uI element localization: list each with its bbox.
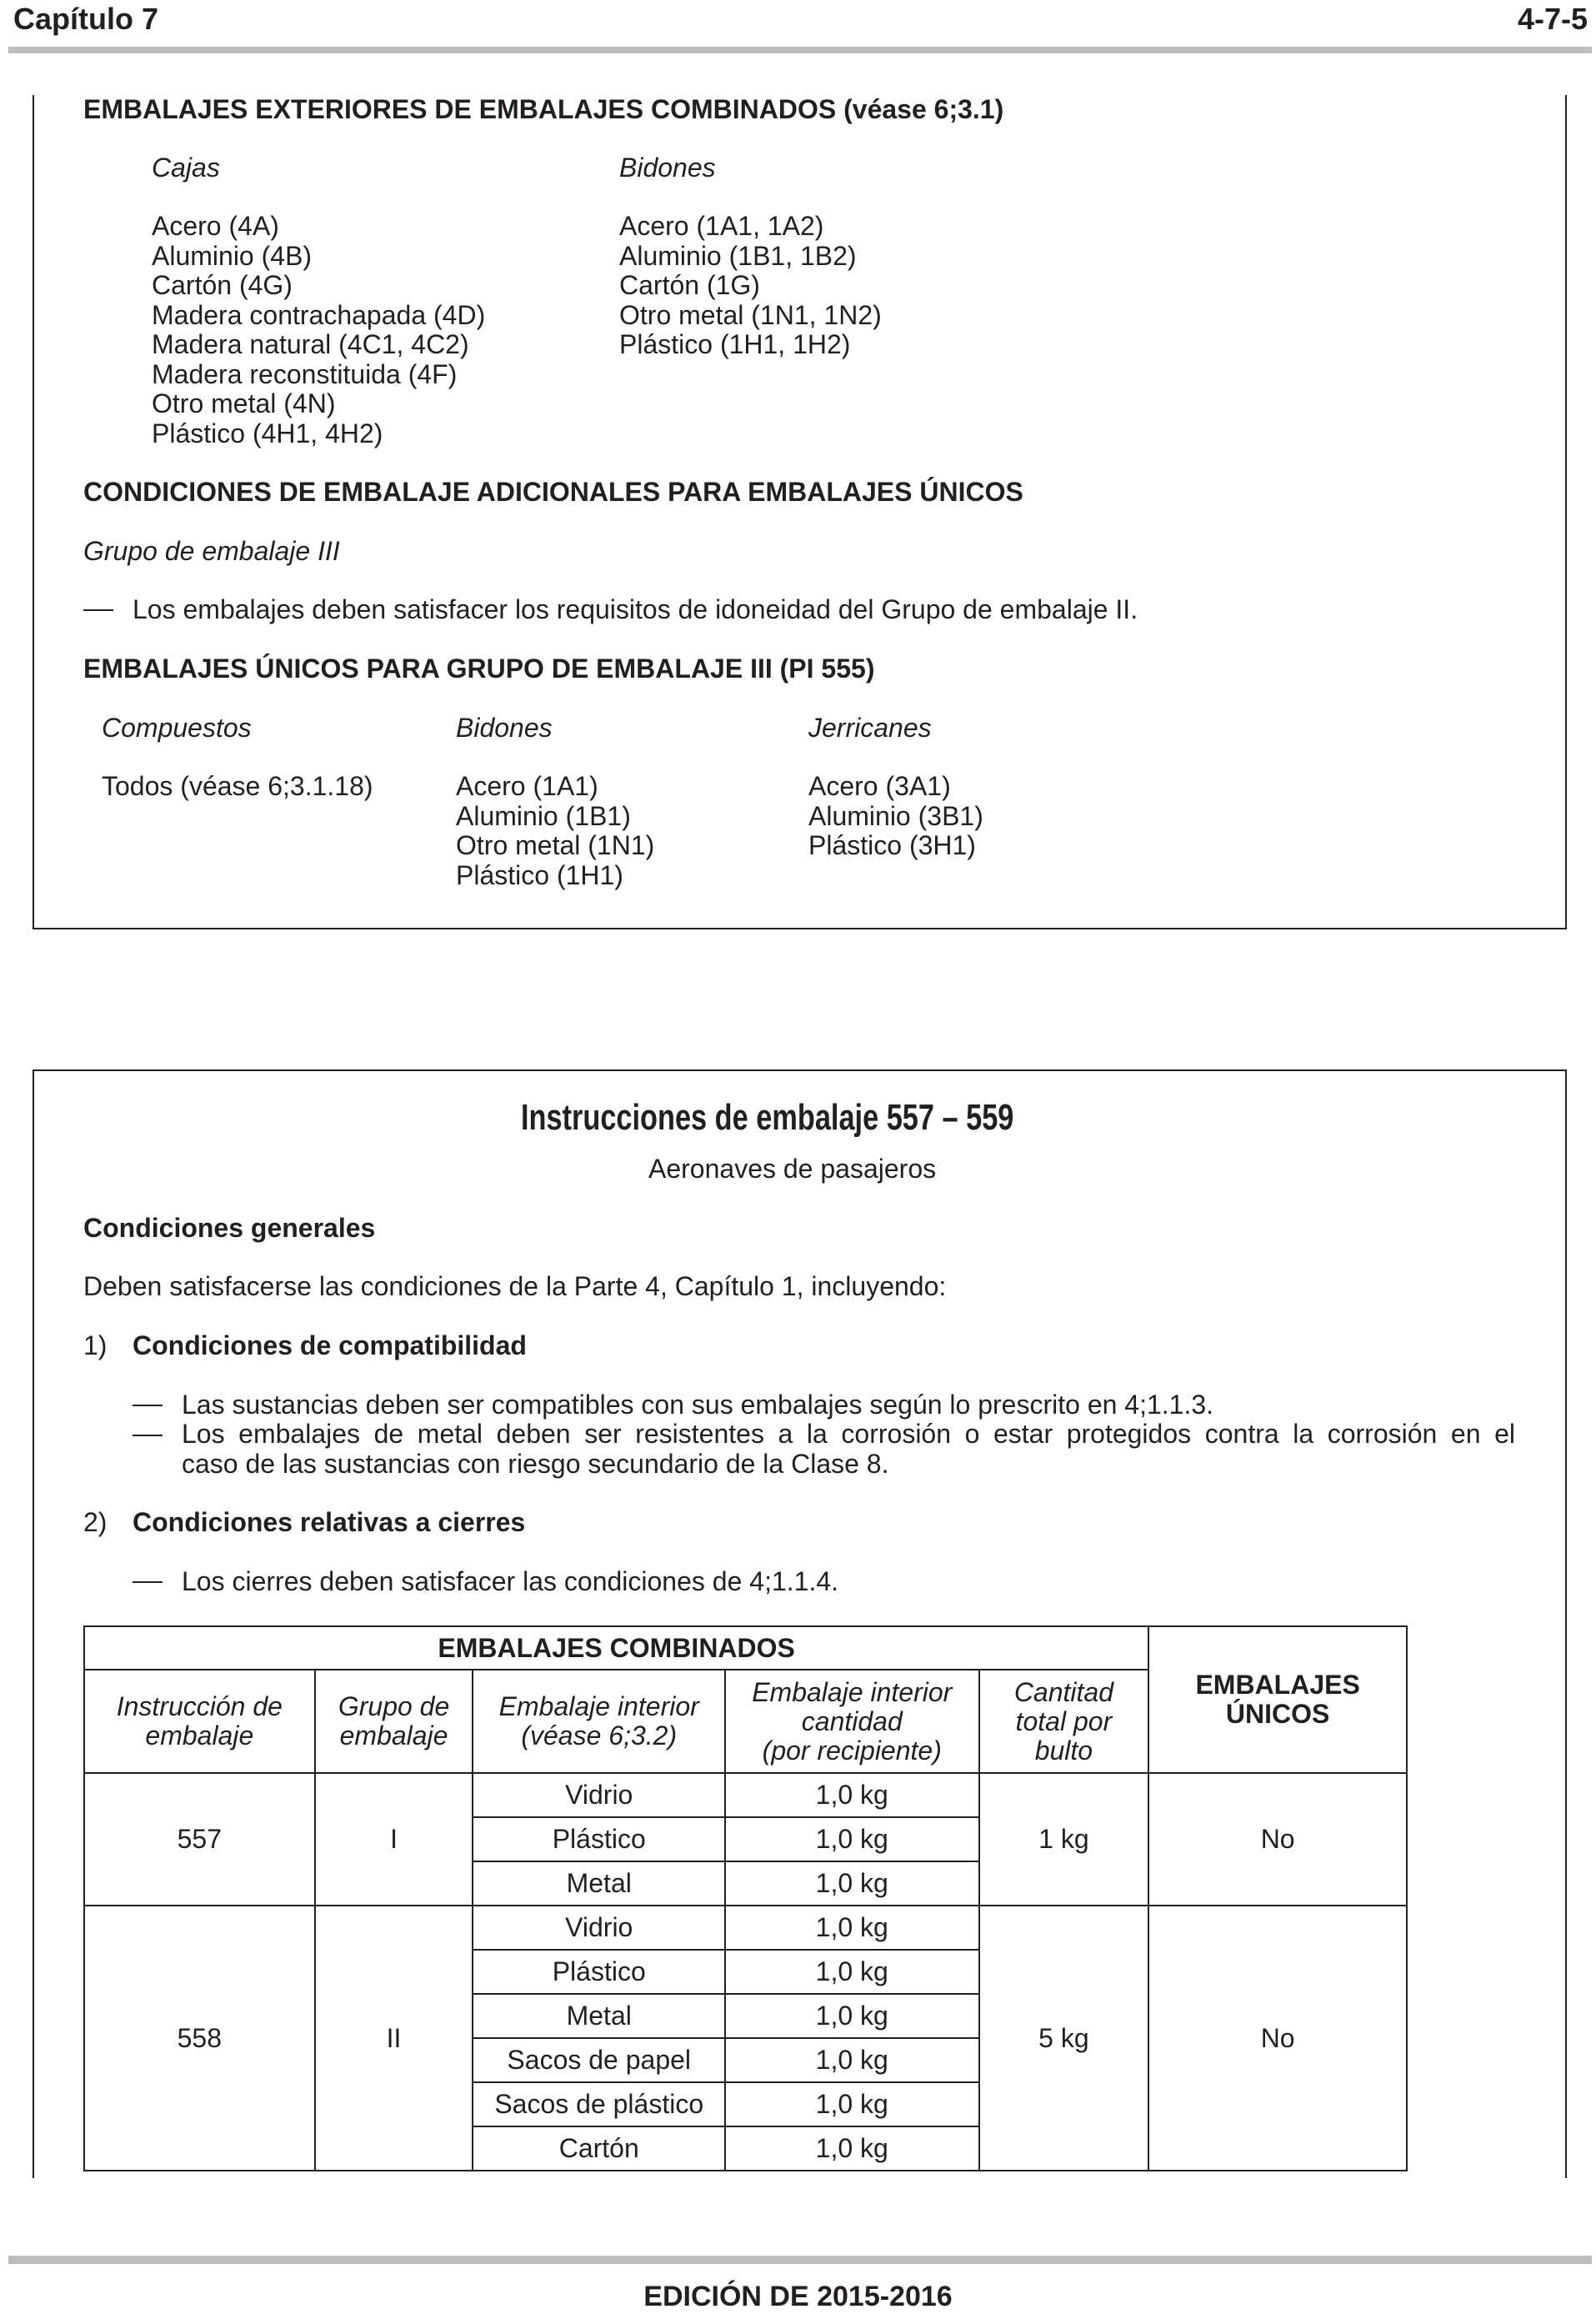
header-rule bbox=[8, 47, 1592, 53]
list-item: Otro metal (4N) bbox=[152, 388, 336, 418]
cajas-list bbox=[152, 212, 485, 448]
single-packaging-cell: No bbox=[1148, 1906, 1407, 2171]
inner-quantity-cell: 1,0 kg bbox=[725, 2082, 979, 2126]
bidones-list-2 bbox=[456, 772, 654, 890]
dash-bullet bbox=[133, 1581, 163, 1583]
single-packaging-cell: No bbox=[1148, 1773, 1407, 1906]
inner-packaging-cell: Plástico bbox=[473, 1817, 725, 1861]
bidones-heading-2: Bidones bbox=[456, 713, 553, 743]
inner-quantity-cell: 1,0 kg bbox=[725, 2038, 979, 2082]
inner-quantity-cell: 1,0 kg bbox=[725, 1906, 979, 1950]
inner-quantity-cell: 1,0 kg bbox=[725, 1994, 979, 2038]
instruction-cell: 557 bbox=[84, 1773, 315, 1906]
jerricanes-heading: Jerricanes bbox=[808, 713, 932, 743]
list-item: Acero (1A1) bbox=[456, 771, 598, 801]
additional-condition-item: Los embalajes deben satisfacer los requisitos de idoneidad del Grupo de embalaje II. bbox=[133, 594, 1138, 624]
table-row bbox=[84, 1773, 1407, 1817]
list-item: Acero (4A) bbox=[152, 211, 279, 241]
instruction-title: Instrucciones de embalaje 557 – 559 bbox=[521, 1097, 1014, 1138]
list-item: Otro metal (1N1) bbox=[456, 830, 655, 860]
list-item: Madera reconstituida (4F) bbox=[152, 358, 458, 389]
inner-quantity-cell: 1,0 kg bbox=[725, 1773, 979, 1817]
list-item: Plástico (1H1, 1H2) bbox=[619, 329, 851, 359]
condition-1-item-2-continued: caso de las sustancias con riesgo secundario de la Clase 8. bbox=[182, 1449, 889, 1479]
list-item: Madera natural (4C1, 4C2) bbox=[152, 329, 469, 359]
list-item: Aluminio (4B) bbox=[152, 240, 313, 271]
inner-quantity-cell: 1,0 kg bbox=[725, 1817, 979, 1861]
inner-quantity-cell: 1,0 kg bbox=[725, 1950, 979, 1994]
compuestos-list bbox=[102, 772, 373, 802]
list-item: Plástico (1H1) bbox=[456, 859, 623, 890]
additional-conditions-title: CONDICIONES DE EMBALAJE ADICIONALES PARA EMBALAJES ÚNICOS bbox=[83, 477, 1023, 507]
instruction-subtitle: Aeronaves de pasajeros bbox=[648, 1154, 937, 1184]
condition-2-title: Condiciones relativas a cierres bbox=[133, 1507, 526, 1537]
footer-rule bbox=[8, 2256, 1592, 2264]
list-item: Cartón (4G) bbox=[152, 270, 293, 300]
inner-packaging-cell: Plástico bbox=[473, 1950, 725, 1994]
cajas-heading: Cajas bbox=[152, 153, 220, 183]
list-item: Madera contrachapada (4D) bbox=[152, 299, 486, 330]
combined-packaging-header: EMBALAJES COMBINADOS bbox=[84, 1626, 1148, 1670]
condition-1-number: 1) bbox=[83, 1330, 108, 1360]
list-item: Aluminio (3B1) bbox=[808, 800, 983, 831]
inner-packaging-cell: Metal bbox=[473, 1861, 725, 1906]
dash-bullet bbox=[133, 1405, 163, 1406]
list-item: Plástico (4H1, 4H2) bbox=[152, 418, 383, 448]
list-item: Cartón (1G) bbox=[619, 270, 760, 300]
bidones-heading: Bidones bbox=[619, 153, 716, 183]
instruction-column-header: Instrucción de embalaje bbox=[84, 1670, 315, 1773]
outer-packaging-title: EMBALAJES EXTERIORES DE EMBALAJES COMBINADOS (véase 6;3.1) bbox=[83, 94, 1004, 124]
list-item: Aluminio (1B1, 1B2) bbox=[619, 240, 857, 271]
inner-packaging-cell: Metal bbox=[473, 1994, 725, 2038]
list-item: Aluminio (1B1) bbox=[456, 800, 631, 831]
list-item: Otro metal (1N1, 1N2) bbox=[619, 299, 882, 330]
list-item: Todos (véase 6;3.1.18) bbox=[102, 771, 373, 801]
jerricanes-list bbox=[808, 772, 983, 861]
inner-packaging-cell: Sacos de papel bbox=[473, 2038, 725, 2082]
compuestos-heading: Compuestos bbox=[102, 713, 252, 743]
condition-1-title: Condiciones de compatibilidad bbox=[133, 1330, 527, 1360]
list-item: Acero (3A1) bbox=[808, 771, 951, 801]
single-packaging-title: EMBALAJES ÚNICOS PARA GRUPO DE EMBALAJE III (PI 555) bbox=[83, 654, 875, 684]
inner-packaging-cell: Vidrio bbox=[473, 1906, 725, 1950]
dash-bullet bbox=[133, 1435, 163, 1436]
single-packaging-header: EMBALAJES ÚNICOS bbox=[1148, 1626, 1407, 1773]
group-cell: I bbox=[315, 1773, 473, 1906]
condition-1-item-2: Los embalajes de metal deben ser resistentes a la corrosión o estar protegidos contra la corrosión en el bbox=[182, 1419, 1515, 1449]
list-item: Plástico (3H1) bbox=[808, 830, 976, 860]
dash-bullet bbox=[83, 609, 113, 611]
total-quantity-cell: 5 kg bbox=[979, 1906, 1149, 2171]
inner-quantity-cell: 1,0 kg bbox=[725, 1861, 979, 1906]
chapter-label: Capítulo 7 bbox=[13, 2, 159, 36]
condition-1-item-1: Las sustancias deben ser compatibles con sus embalajes según lo prescrito en 4;1.1.3. bbox=[182, 1390, 1214, 1420]
condition-2-item-1: Los cierres deben satisfacer las condiciones de 4;1.1.4. bbox=[182, 1566, 839, 1596]
group-cell: II bbox=[315, 1906, 473, 2171]
edition-label: EDICIÓN DE 2015-2016 bbox=[643, 2281, 953, 2312]
inner-packaging-cell: Sacos de plástico bbox=[473, 2082, 725, 2126]
inner-packaging-column-header: Embalaje interior (véase 6;3.2) bbox=[473, 1670, 725, 1773]
instruction-cell: 558 bbox=[84, 1906, 315, 2171]
inner-packaging-cell: Cartón bbox=[473, 2126, 725, 2171]
general-conditions-intro: Deben satisfacerse las condiciones de la Parte 4, Capítulo 1, incluyendo: bbox=[83, 1271, 947, 1301]
inner-quantity-column-header: Embalaje interior cantidad (por recipiente) bbox=[725, 1670, 979, 1773]
page-number: 4-7-5 bbox=[1517, 2, 1588, 36]
group-column-header: Grupo de embalaje bbox=[315, 1670, 473, 1773]
total-quantity-column-header: Cantitad total por bulto bbox=[979, 1670, 1149, 1773]
inner-packaging-cell: Vidrio bbox=[473, 1773, 725, 1817]
packing-table bbox=[83, 1625, 1408, 2171]
inner-quantity-cell: 1,0 kg bbox=[725, 2126, 979, 2171]
general-conditions-heading: Condiciones generales bbox=[83, 1213, 376, 1243]
table-row bbox=[84, 1906, 1407, 1950]
total-quantity-cell: 1 kg bbox=[979, 1773, 1149, 1906]
packing-group-label: Grupo de embalaje III bbox=[83, 536, 340, 566]
list-item: Acero (1A1, 1A2) bbox=[619, 211, 824, 241]
bidones-list bbox=[619, 212, 882, 360]
condition-2-number: 2) bbox=[83, 1507, 108, 1537]
